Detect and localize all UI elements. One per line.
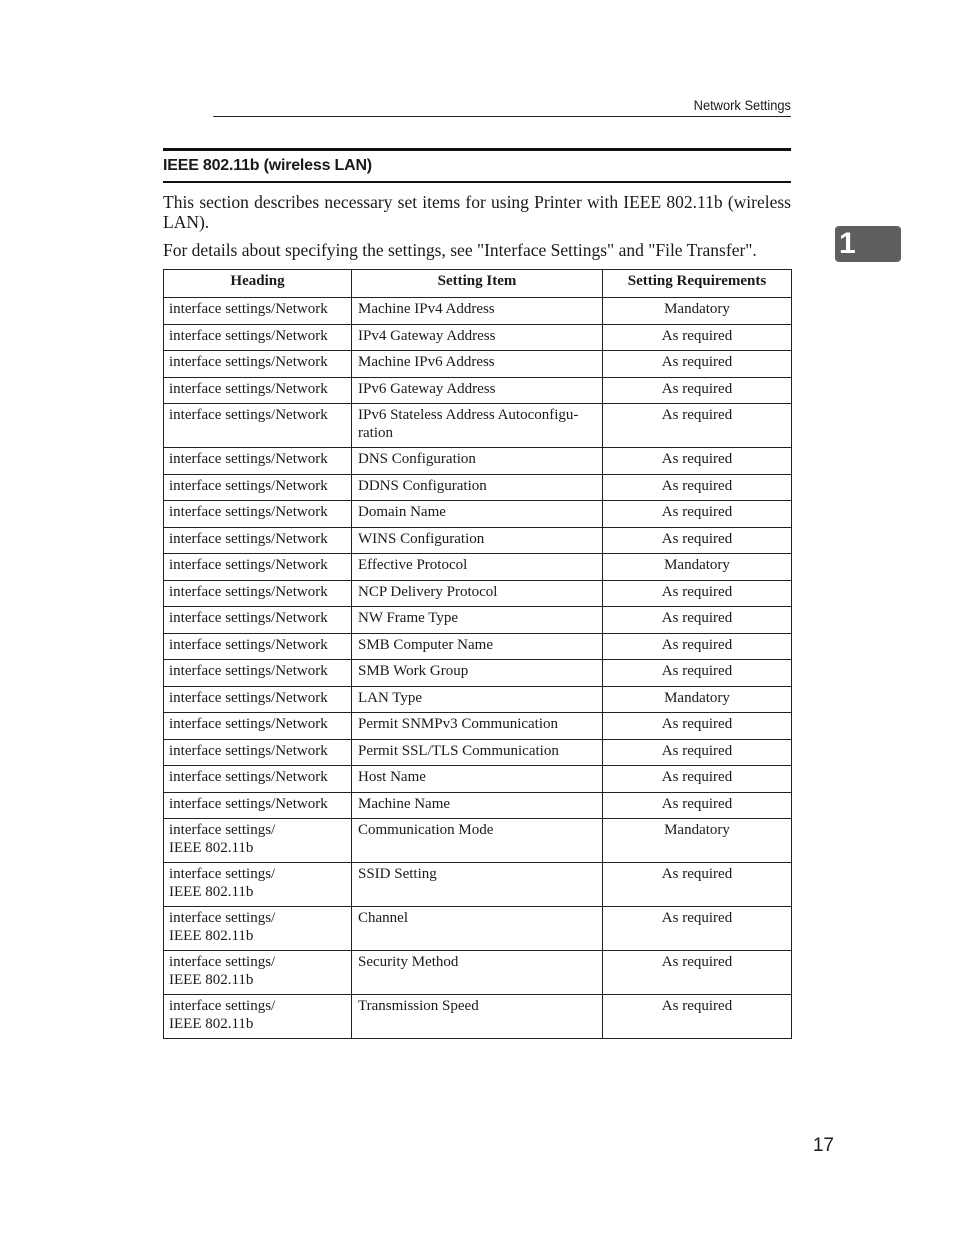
column-header-heading: Heading xyxy=(164,270,352,298)
setting-item-cell: Machine Name xyxy=(352,792,603,819)
table-row xyxy=(164,501,792,528)
section-title: IEEE 802.11b (wireless LAN) xyxy=(163,148,791,183)
setting-item-cell: SMB Computer Name xyxy=(352,633,603,660)
table-row xyxy=(164,660,792,687)
heading-cell: interface settings/Network xyxy=(164,298,352,325)
table-body xyxy=(164,298,792,1039)
heading-cell: interface settings/Network xyxy=(164,351,352,378)
table-row xyxy=(164,633,792,660)
heading-cell: interface settings/Network xyxy=(164,377,352,404)
setting-item-cell: NW Frame Type xyxy=(352,607,603,634)
requirement-cell: As required xyxy=(603,995,792,1039)
heading-cell: interface settings/Network xyxy=(164,607,352,634)
heading-cell: interface settings/ IEEE 802.11b xyxy=(164,907,352,951)
heading-cell: interface settings/Network xyxy=(164,713,352,740)
requirement-cell: As required xyxy=(603,951,792,995)
table-row xyxy=(164,474,792,501)
table-header-row xyxy=(164,270,792,298)
requirement-cell: As required xyxy=(603,448,792,475)
requirement-cell: As required xyxy=(603,404,792,448)
heading-cell: interface settings/Network xyxy=(164,686,352,713)
requirement-cell: As required xyxy=(603,324,792,351)
heading-cell: interface settings/ IEEE 802.11b xyxy=(164,863,352,907)
table-row xyxy=(164,351,792,378)
setting-item-cell: SSID Setting xyxy=(352,863,603,907)
heading-cell: interface settings/Network xyxy=(164,633,352,660)
requirement-cell: Mandatory xyxy=(603,298,792,325)
table-row xyxy=(164,554,792,581)
table-row xyxy=(164,995,792,1039)
table-row xyxy=(164,713,792,740)
setting-item-cell: Machine IPv4 Address xyxy=(352,298,603,325)
heading-cell: interface settings/Network xyxy=(164,448,352,475)
requirement-cell: As required xyxy=(603,792,792,819)
setting-item-cell: Channel xyxy=(352,907,603,951)
heading-cell: interface settings/ IEEE 802.11b xyxy=(164,995,352,1039)
table-row xyxy=(164,951,792,995)
requirement-cell: Mandatory xyxy=(603,554,792,581)
heading-cell: interface settings/Network xyxy=(164,792,352,819)
table-row xyxy=(164,324,792,351)
table-row xyxy=(164,792,792,819)
setting-item-cell: IPv6 Gateway Address xyxy=(352,377,603,404)
table-row xyxy=(164,377,792,404)
setting-item-cell: SMB Work Group xyxy=(352,660,603,687)
requirement-cell: As required xyxy=(603,580,792,607)
heading-cell: interface settings/Network xyxy=(164,474,352,501)
running-header: Network Settings xyxy=(213,96,791,117)
requirement-cell: As required xyxy=(603,607,792,634)
setting-item-cell: Permit SNMPv3 Communication xyxy=(352,713,603,740)
requirement-cell: As required xyxy=(603,907,792,951)
table-row xyxy=(164,907,792,951)
heading-cell: interface settings/ IEEE 802.11b xyxy=(164,819,352,863)
table-row xyxy=(164,819,792,863)
heading-cell: interface settings/Network xyxy=(164,324,352,351)
intro-paragraph: This section describes necessary set items for using Printer with IEEE 802.11b (wireless LAN). xyxy=(163,192,791,232)
setting-item-cell: IPv6 Stateless Address Autoconfigu- ration xyxy=(352,404,603,448)
setting-item-cell: Domain Name xyxy=(352,501,603,528)
setting-item-cell: Permit SSL/TLS Communication xyxy=(352,739,603,766)
requirement-cell: As required xyxy=(603,863,792,907)
setting-item-cell: WINS Configuration xyxy=(352,527,603,554)
table-row xyxy=(164,739,792,766)
setting-item-cell: Communication Mode xyxy=(352,819,603,863)
requirement-cell: As required xyxy=(603,377,792,404)
heading-cell: interface settings/Network xyxy=(164,766,352,793)
table-row xyxy=(164,686,792,713)
setting-item-cell: LAN Type xyxy=(352,686,603,713)
heading-cell: interface settings/Network xyxy=(164,554,352,581)
setting-item-cell: Transmission Speed xyxy=(352,995,603,1039)
heading-cell: interface settings/Network xyxy=(164,527,352,554)
requirement-cell: As required xyxy=(603,766,792,793)
setting-item-cell: Effective Protocol xyxy=(352,554,603,581)
details-paragraph: For details about specifying the settings, see "Interface Settings" and "File Transfer". xyxy=(163,240,757,260)
table-row xyxy=(164,404,792,448)
table-row xyxy=(164,527,792,554)
table-row xyxy=(164,448,792,475)
column-header-setting-item: Setting Item xyxy=(352,270,603,298)
table-row xyxy=(164,766,792,793)
requirement-cell: As required xyxy=(603,739,792,766)
requirement-cell: As required xyxy=(603,713,792,740)
requirement-cell: As required xyxy=(603,474,792,501)
column-header-setting-requirements: Setting Requirements xyxy=(603,270,792,298)
heading-cell: interface settings/Network xyxy=(164,580,352,607)
requirement-cell: As required xyxy=(603,351,792,378)
setting-item-cell: DNS Configuration xyxy=(352,448,603,475)
requirement-cell: As required xyxy=(603,527,792,554)
page-number: 17 xyxy=(812,1135,834,1156)
setting-item-cell: IPv4 Gateway Address xyxy=(352,324,603,351)
setting-item-cell: DDNS Configuration xyxy=(352,474,603,501)
heading-cell: interface settings/Network xyxy=(164,739,352,766)
setting-item-cell: NCP Delivery Protocol xyxy=(352,580,603,607)
setting-item-cell: Machine IPv6 Address xyxy=(352,351,603,378)
requirement-cell: As required xyxy=(603,660,792,687)
requirement-cell: As required xyxy=(603,633,792,660)
chapter-tab: 1 xyxy=(835,226,901,262)
heading-cell: interface settings/Network xyxy=(164,660,352,687)
table-row xyxy=(164,863,792,907)
requirement-cell: Mandatory xyxy=(603,819,792,863)
setting-item-cell: Security Method xyxy=(352,951,603,995)
heading-cell: interface settings/ IEEE 802.11b xyxy=(164,951,352,995)
heading-cell: interface settings/Network xyxy=(164,404,352,448)
requirement-cell: As required xyxy=(603,501,792,528)
table-row xyxy=(164,607,792,634)
setting-item-cell: Host Name xyxy=(352,766,603,793)
table-row xyxy=(164,580,792,607)
table-row xyxy=(164,298,792,325)
requirement-cell: Mandatory xyxy=(603,686,792,713)
settings-table xyxy=(163,269,792,1039)
heading-cell: interface settings/Network xyxy=(164,501,352,528)
